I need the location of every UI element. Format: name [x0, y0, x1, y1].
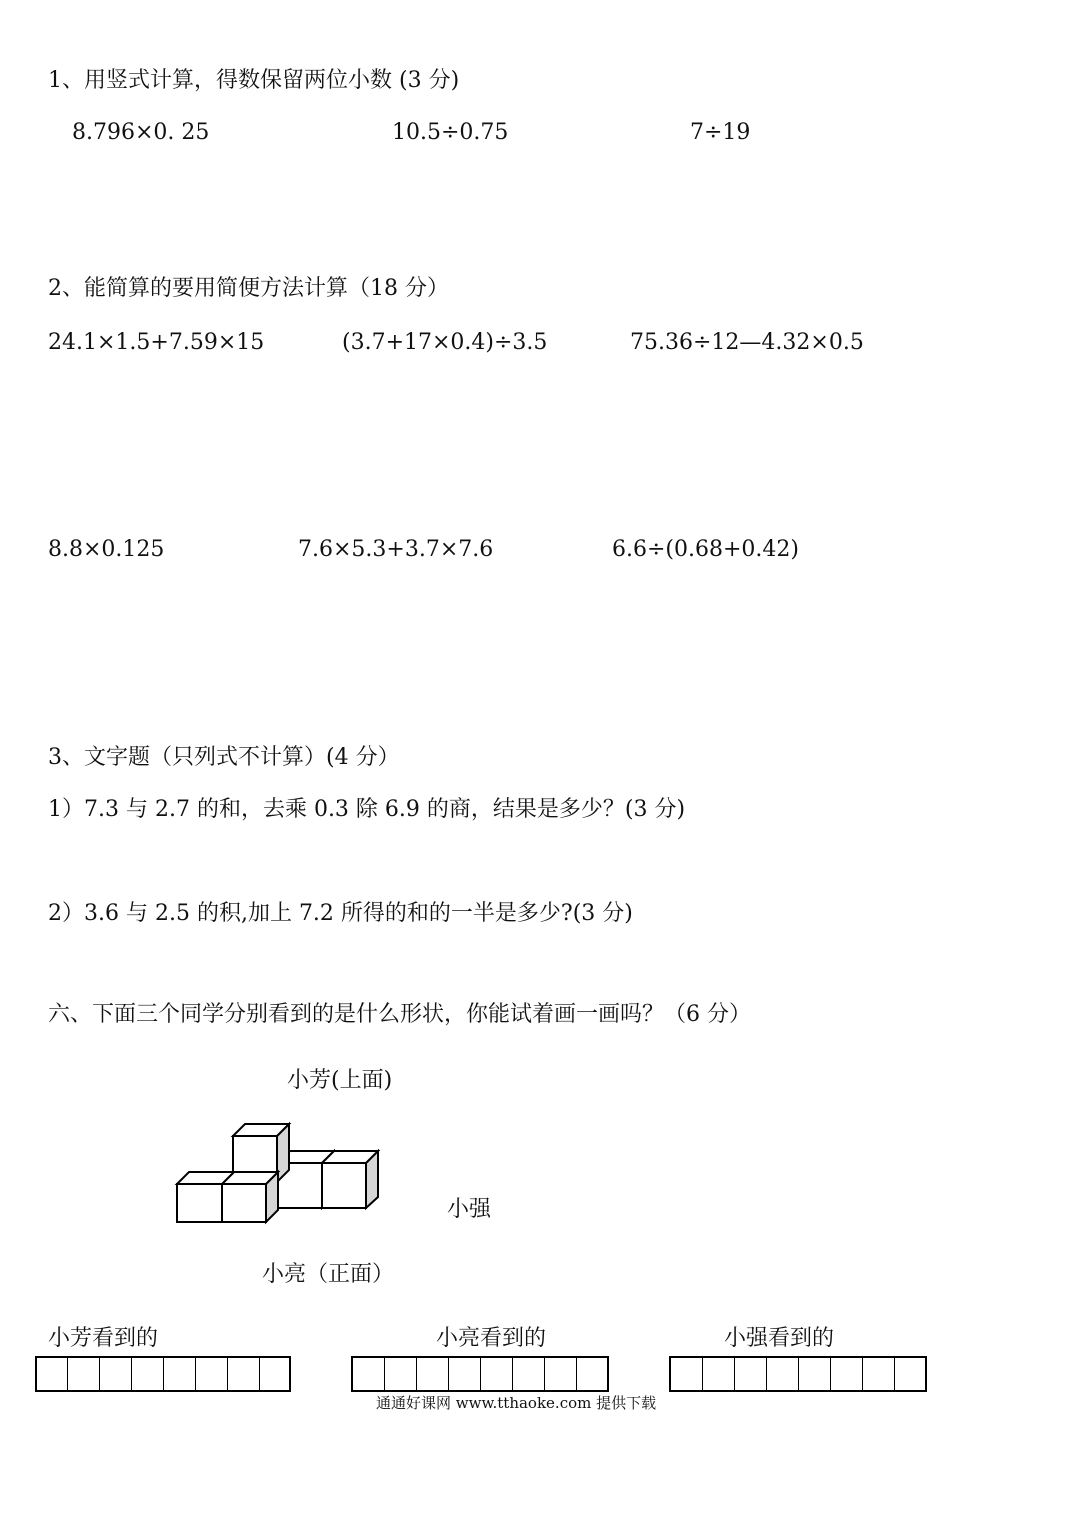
q1-title: 1、用竖式计算，得数保留两位小数 (3 分)	[48, 68, 460, 93]
grid-cell[interactable]	[353, 1358, 385, 1390]
grid-cell[interactable]	[831, 1358, 863, 1390]
cube-figure	[170, 1118, 400, 1238]
q2-title: 2、能简算的要用简便方法计算（18 分）	[48, 276, 449, 301]
q3-item-2: 2）3.6 与 2.5 的积,加上 7.2 所得的和的一半是多少?(3 分)	[48, 901, 633, 926]
q2-expr-4: 8.8×0.125	[48, 537, 165, 562]
grid-cell[interactable]	[260, 1358, 289, 1390]
q2-expr-2: (3.7+17×0.4)÷3.5	[342, 330, 548, 355]
cube-front-1-front	[177, 1184, 222, 1222]
grid-cell[interactable]	[385, 1358, 417, 1390]
grid-cell[interactable]	[100, 1358, 132, 1390]
grid-cell[interactable]	[68, 1358, 100, 1390]
grid-cell[interactable]	[37, 1358, 68, 1390]
grid-cell[interactable]	[132, 1358, 164, 1390]
grid-cell[interactable]	[863, 1358, 895, 1390]
answer-label-1: 小芳看到的	[48, 1326, 159, 1351]
answer-label-3: 小强看到的	[724, 1326, 835, 1351]
grid-cell[interactable]	[703, 1358, 735, 1390]
grid-cell[interactable]	[228, 1358, 260, 1390]
q2-expr-3: 75.36÷12—4.32×0.5	[630, 330, 864, 355]
grid-cell[interactable]	[417, 1358, 449, 1390]
q2-expr-1: 24.1×1.5+7.59×15	[48, 330, 265, 355]
answer-grid-2[interactable]	[351, 1356, 609, 1392]
q6-title: 六、下面三个同学分别看到的是什么形状，你能试着画一画吗？（6 分）	[48, 1002, 751, 1027]
grid-cell[interactable]	[735, 1358, 767, 1390]
answer-label-2: 小亮看到的	[436, 1326, 547, 1351]
q2-expr-6: 6.6÷(0.68+0.42)	[612, 537, 799, 562]
cube-back-2-front	[322, 1163, 366, 1208]
answer-grid-1[interactable]	[35, 1356, 291, 1392]
grid-cell[interactable]	[481, 1358, 513, 1390]
q1-expr-3: 7÷19	[690, 120, 751, 145]
q3-title: 3、文字题（只列式不计算）(4 分）	[48, 745, 400, 770]
grid-cell[interactable]	[767, 1358, 799, 1390]
q2-expr-5: 7.6×5.3+3.7×7.6	[298, 537, 494, 562]
answer-grid-3[interactable]	[669, 1356, 927, 1392]
top-view-label: 小芳(上面)	[287, 1068, 393, 1093]
grid-cell[interactable]	[196, 1358, 228, 1390]
grid-cell[interactable]	[799, 1358, 831, 1390]
q3-item-1: 1）7.3 与 2.7 的和，去乘 0.3 除 6.9 的商，结果是多少？(3 分)	[48, 797, 686, 822]
side-view-label: 小强	[447, 1197, 492, 1222]
q1-expr-1: 8.796×0. 25	[72, 120, 210, 145]
cube-front-2-front	[222, 1184, 266, 1222]
grid-cell[interactable]	[164, 1358, 196, 1390]
grid-cell[interactable]	[577, 1358, 607, 1390]
grid-cell[interactable]	[513, 1358, 545, 1390]
grid-cell[interactable]	[671, 1358, 703, 1390]
footer-credit: 通通好课网 www.tthaoke.com 提供下载	[376, 1394, 657, 1412]
front-view-label: 小亮（正面）	[262, 1262, 395, 1287]
grid-cell[interactable]	[449, 1358, 481, 1390]
q1-expr-2: 10.5÷0.75	[392, 120, 509, 145]
grid-cell[interactable]	[545, 1358, 577, 1390]
grid-cell[interactable]	[895, 1358, 925, 1390]
